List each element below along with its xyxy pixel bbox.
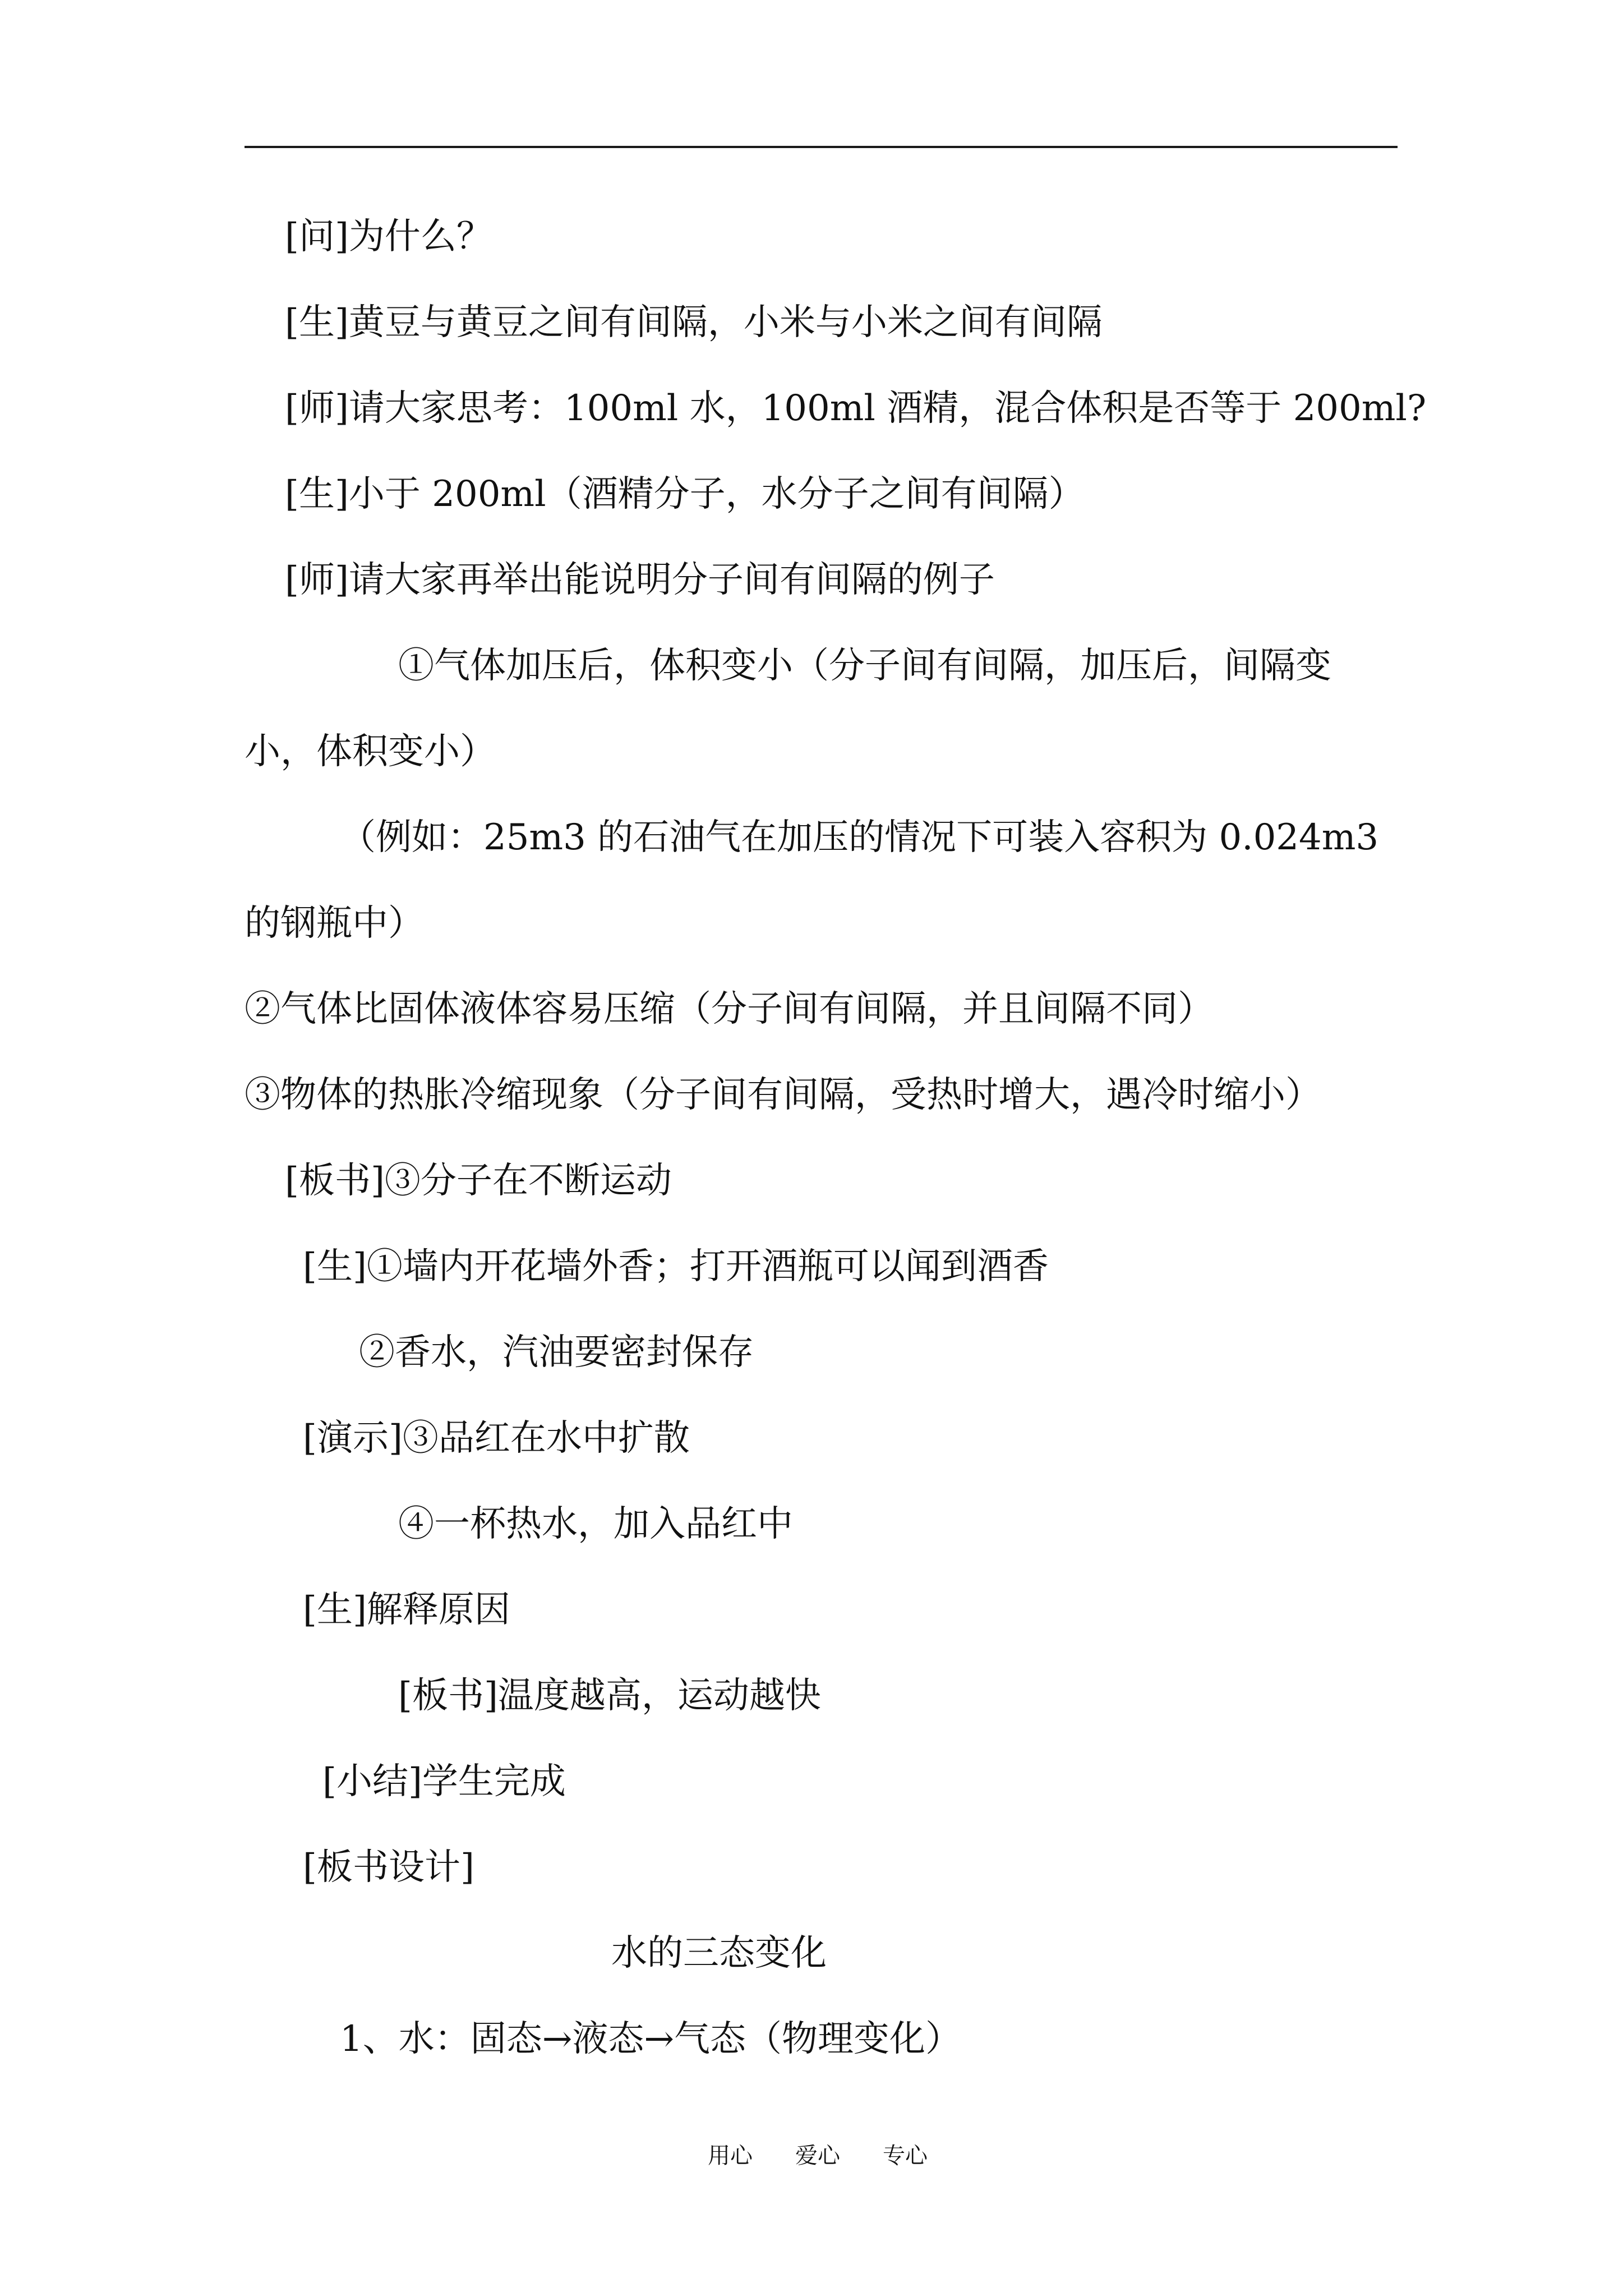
text-line: [小结]学生完成 (322, 1761, 566, 1802)
text-line: [演示]③品红在水中扩散 (303, 1418, 690, 1459)
footer-item: 用心 (708, 2143, 753, 2169)
text-line: [问]为什么？ (285, 216, 492, 257)
text-line: [生]小于 200ml（酒精分子，水分子之间有间隔） (285, 473, 1085, 515)
text-line: ②香水，汽油要密封保存 (359, 1332, 754, 1373)
text-line: ①气体加压后，体积变小（分子间有间隔，加压后，间隔变 (398, 645, 1331, 687)
text-line: ④一杯热水，加入品红中 (398, 1503, 793, 1545)
text-line: 小，体积变小） (245, 731, 496, 772)
text-line: [板书]③分子在不断运动 (285, 1160, 672, 1202)
text-line: （例如：25m3 的石油气在加压的情况下可装入容积为 0.024m3 (340, 817, 1379, 858)
text-line: [生]黄豆与黄豆之间有间隔，小米与小米之间有间隔 (285, 302, 1103, 343)
text-line: ③物体的热胀冷缩现象（分子间有间隔，受热时增大，遇冷时缩小） (245, 1074, 1321, 1116)
text-line: [师]请大家再举出能说明分子间有间隔的例子 (285, 559, 995, 601)
footer-item: 爱心 (795, 2143, 840, 2169)
text-line: [生]①墙内开花墙外香；打开酒瓶可以闻到酒香 (303, 1246, 1049, 1287)
text-line: 1、水：固态→液态→气态（物理变化） (340, 2018, 961, 2060)
footer-item: 专心 (883, 2143, 928, 2169)
text-line: ②气体比固体液体容易压缩（分子间有间隔，并且间隔不同） (245, 988, 1214, 1030)
text-line: 的钢瓶中） (245, 903, 424, 944)
text-line: [生]解释原因 (303, 1589, 510, 1631)
text-line: [板书设计] (303, 1847, 474, 1888)
header-rule (245, 146, 1398, 148)
text-line: [板书]温度越高，运动越快 (398, 1675, 821, 1717)
section-heading: 水的三态变化 (611, 1932, 827, 1974)
text-line: [师]请大家思考：100ml 水，100ml 酒精，混合体积是否等于 200ml? (285, 388, 1427, 429)
